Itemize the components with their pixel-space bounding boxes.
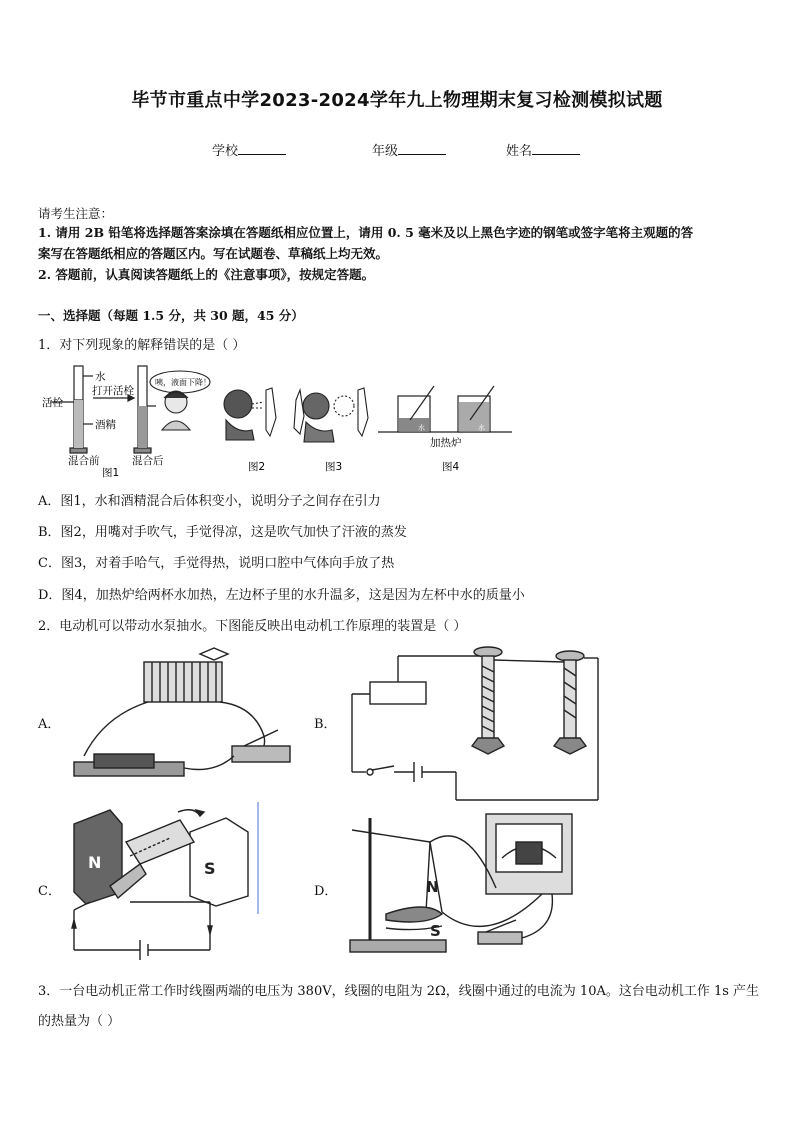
fig1-before-label: 混合前 (68, 455, 100, 467)
question-1-option-d: D．图4，加热炉给两杯水加热，左边杯子里的水升温多，这是因为左杯中水的质量小 (38, 588, 525, 603)
fig2-caption: 图2 (248, 461, 266, 473)
fig-c-magnet-s: S (204, 859, 216, 878)
school-label: 学校 (212, 144, 239, 159)
fig4-left-cup-label: 水 (418, 424, 425, 432)
fig3-caption: 图3 (325, 461, 343, 473)
fig4-right-cup-label: 水 (478, 424, 485, 432)
question-2-figure-a (64, 646, 304, 796)
notice-heading: 请考生注意： (38, 206, 114, 221)
grade-field (372, 140, 446, 159)
question-2-stem: 2．电动机可以带动水泵抽水。下图能反映出电动机工作原理的装置是（ ） (38, 619, 467, 634)
question-3-stem: 3．一台电动机正常工作时线圈两端的电压为 380V，线圈的电阻为 2Ω，线圈中通过的电流为 10A。这台电动机工作 1s 产生的热量为（ ） (38, 984, 760, 1029)
notice-item2: 2. 答题前，认真阅读答题纸上的《注意事项》，按规定答题。 (38, 267, 375, 282)
fig1-open-valve-label: 打开活栓 (92, 385, 134, 397)
name-label: 姓名 (506, 144, 533, 159)
fig-d-magnet-n: N (426, 878, 439, 896)
question-2-label-a: A． (38, 717, 61, 732)
question-2-figure-c (70, 802, 270, 962)
question-1-figures (38, 360, 518, 478)
fig-c-magnet-n: N (88, 853, 102, 872)
fig1-caption: 图1 (102, 467, 120, 478)
fig-d-magnet-s: S (430, 922, 441, 940)
question-2-label-b: B． (314, 717, 337, 732)
fig1-water-label: 水 (95, 371, 106, 383)
grade-label: 年级 (372, 144, 399, 159)
name-blank (532, 142, 580, 155)
fig3-breathing (294, 388, 368, 442)
fig1-bubble-text: 咦，液面下降！ (155, 378, 211, 387)
question-2-figure-b (348, 642, 604, 802)
notice-item1-line1: 1. 请用 2B 铅笔将选择题答案涂填在答题纸相应位置上，请用 0. 5 毫米及以上黑色字迹的钢笔或签字笔将主观题的答 (38, 225, 694, 240)
fig1-alcohol-label: 酒精 (95, 419, 116, 431)
fig4-caption: 图4 (442, 461, 460, 473)
question-1-option-b: B．图2，用嘴对手吹气，手觉得凉，这是吹气加快了汗液的蒸发 (38, 525, 407, 540)
grade-blank (398, 142, 446, 155)
fig1-after-label: 混合后 (132, 455, 164, 467)
question-2-figure-d (346, 808, 586, 958)
notice-item1-line2: 案写在答题纸相应的答题区内。写在试题卷、草稿纸上均无效。 (38, 246, 389, 261)
page-title: 毕节市重点中学2023-2024学年九上物理期末复习检测模拟试题 (131, 90, 663, 111)
school-field (212, 140, 286, 159)
question-1-stem: 1．对下列现象的解释错误的是（ ） (38, 338, 246, 353)
fig4-heater-label: 加热炉 (430, 437, 462, 449)
section-heading: 一、选择题（每题 1.5 分，共 30 题，45 分） (38, 308, 304, 323)
fig2-blowing (224, 388, 276, 440)
school-blank (238, 142, 286, 155)
fig1-valve-label: 活栓 (42, 397, 63, 409)
question-2-label-c: C． (38, 884, 61, 899)
question-2-label-d: D． (314, 884, 338, 899)
name-field (506, 140, 580, 159)
question-1-option-c: C．图3，对着手哈气，手觉得热，说明口腔中气体向手放了热 (38, 556, 395, 571)
question-1-option-a: A．图1，水和酒精混合后体积变小，说明分子之间存在引力 (38, 494, 381, 509)
fig4-beakers (378, 386, 512, 432)
